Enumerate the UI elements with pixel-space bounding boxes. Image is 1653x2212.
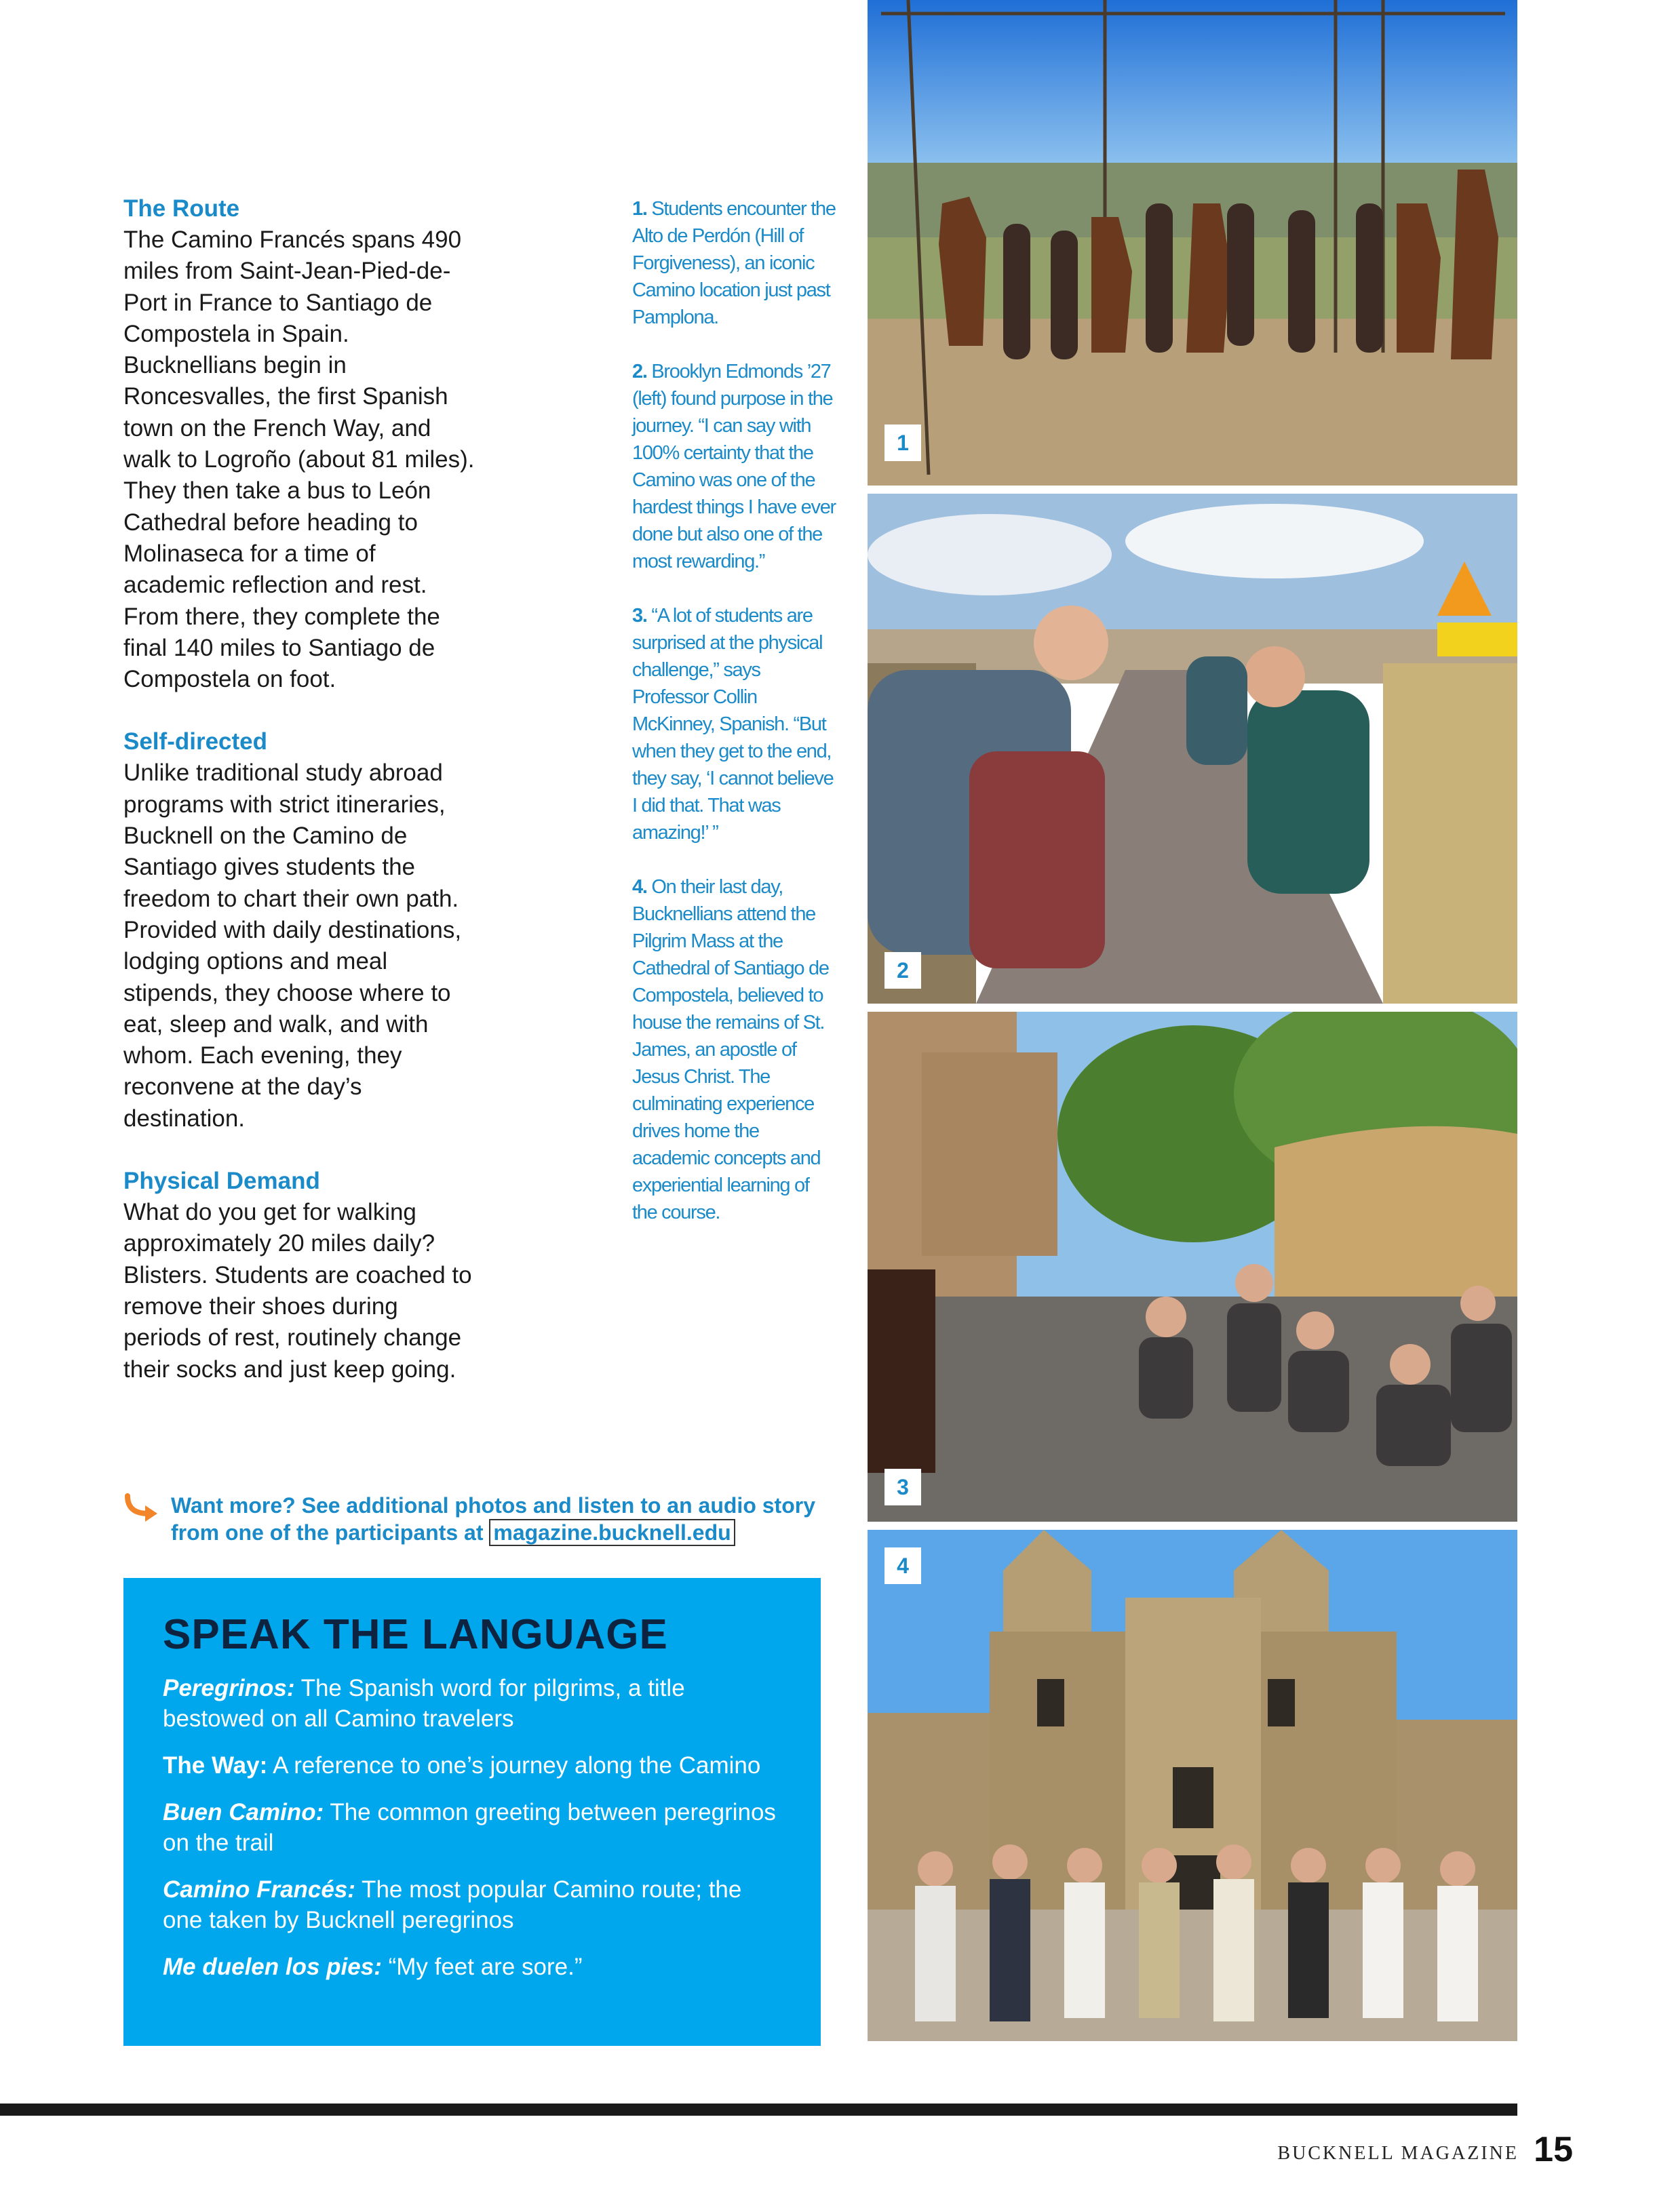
caption-number: 3. — [632, 605, 647, 627]
photo-alto-de-perdon — [868, 0, 1517, 486]
photo-badge-3: 3 — [884, 1469, 921, 1505]
glossary-term: Buen Camino: — [163, 1799, 324, 1825]
section-physical-demand — [123, 1166, 476, 1385]
magazine-name: BUCKNELL MAGAZINE — [1277, 2143, 1519, 2164]
speak-the-language-box — [123, 1578, 821, 2046]
glossary-item — [163, 1673, 787, 1734]
section-body: The Camino Francés spans 490 miles from Saint-Jean-Pied-de-Port in France to Santiago de Compostela in Spain. Bucknellians begin in Roncesvalles, the first Spanish town on the French Way, and walk to Logroño (about 81 miles). They then take a bus to León Cathedral before heading to Molinaseca for a time of academic reflection and rest. From there, they complete the final 140 miles to Santiago de Compostela on foot. — [123, 226, 475, 693]
photo-badge-2: 2 — [884, 952, 921, 989]
caption-text: On their last day, Bucknellians attend the Pilgrim Mass at the Cathedral of Santiago de Compostela, believed to house the remains of St. James, an apostle of Jesus Christ. The culminating experience drives home the academic concepts and experiential learning of the course. — [632, 876, 829, 1223]
section-heading: The Route — [123, 195, 240, 222]
photo-badge-4: 4 — [884, 1547, 921, 1584]
caption-number: 1. — [632, 198, 647, 220]
caption-number: 4. — [632, 876, 647, 898]
section-route — [123, 193, 476, 695]
want-more-text — [171, 1492, 836, 1546]
section-self-directed — [123, 726, 476, 1134]
glossary-term: Me duelen los pies: — [163, 1954, 382, 1980]
photo-caption-2 — [632, 358, 836, 575]
section-body: What do you get for walking approximately 20 miles daily? Blisters. Students are coached to remove their shoes during periods of rest, routinely change their socks and just keep going. — [123, 1199, 472, 1383]
photo-badge-1: 1 — [884, 424, 921, 461]
curved-arrow-icon — [123, 1493, 163, 1522]
glossary-definition: The common greeting between peregrinos on the trail — [163, 1799, 776, 1856]
page-number: 15 — [1534, 2130, 1573, 2169]
caption-text: “A lot of students are surprised at the physical challenge,” says Professor Collin McKinney, Spanish. “But when they get to the end, they say, ‘I cannot believe I did that. That was amazing!’ ” — [632, 605, 834, 844]
glossary-definition: A reference to one’s journey along the Camino — [267, 1752, 761, 1779]
photo-cathedral-santiago — [868, 1530, 1517, 2041]
glossary-item — [163, 1874, 787, 1935]
glossary-term: The Way: — [163, 1752, 268, 1779]
glossary-definition: The Spanish word for pilgrims, a title bestowed on all Camino travelers — [163, 1675, 685, 1732]
magazine-link[interactable]: magazine.bucknell.edu — [489, 1519, 735, 1546]
glossary-item — [163, 1952, 787, 1982]
photo-caption-3 — [632, 602, 836, 846]
footer-rule — [0, 2104, 1517, 2116]
photo-group-resting — [868, 1012, 1517, 1522]
photo-caption-4 — [632, 873, 836, 1226]
section-body: Unlike traditional study abroad programs with strict itineraries, Bucknell on the Camino de Santiago gives students the freedom to chart their own path. Provided with daily destinations, lodging options and meal stipends, they choose where to eat, sleep and walk, and with whom. Each evening, they reconvene at the day’s destination. — [123, 759, 462, 1132]
section-heading: Physical Demand — [123, 1168, 320, 1195]
glossary-term: Peregrinos: — [163, 1675, 295, 1701]
glossary-definition: “My feet are sore.” — [381, 1954, 583, 1980]
glossary-title: SPEAK THE LANGUAGE — [163, 1611, 668, 1658]
want-more-lead: Want more? See additional photos and listen to an audio story from one of the participants at — [171, 1493, 815, 1545]
glossary-list — [163, 1673, 787, 1998]
glossary-item — [163, 1750, 787, 1781]
article-left-column — [123, 193, 476, 1417]
photo-trail-hikers — [868, 494, 1517, 1004]
glossary-item — [163, 1797, 787, 1858]
photo-caption-1 — [632, 195, 836, 331]
section-heading: Self-directed — [123, 728, 267, 755]
glossary-term: Camino Francés: — [163, 1876, 355, 1903]
caption-text: Students encounter the Alto de Perdón (Hill of Forgiveness), an iconic Camino location just past Pamplona. — [632, 198, 836, 328]
glossary-definition: The most popular Camino route; the one taken by Bucknell peregrinos — [163, 1876, 742, 1933]
caption-number: 2. — [632, 361, 647, 382]
caption-text: Brooklyn Edmonds ’27 (left) found purpose in the journey. “I can say with 100% certainty that the Camino was one of the hardest things I have ever done but also one of the most rewarding.” — [632, 361, 836, 572]
photo-captions-column — [632, 195, 836, 1253]
